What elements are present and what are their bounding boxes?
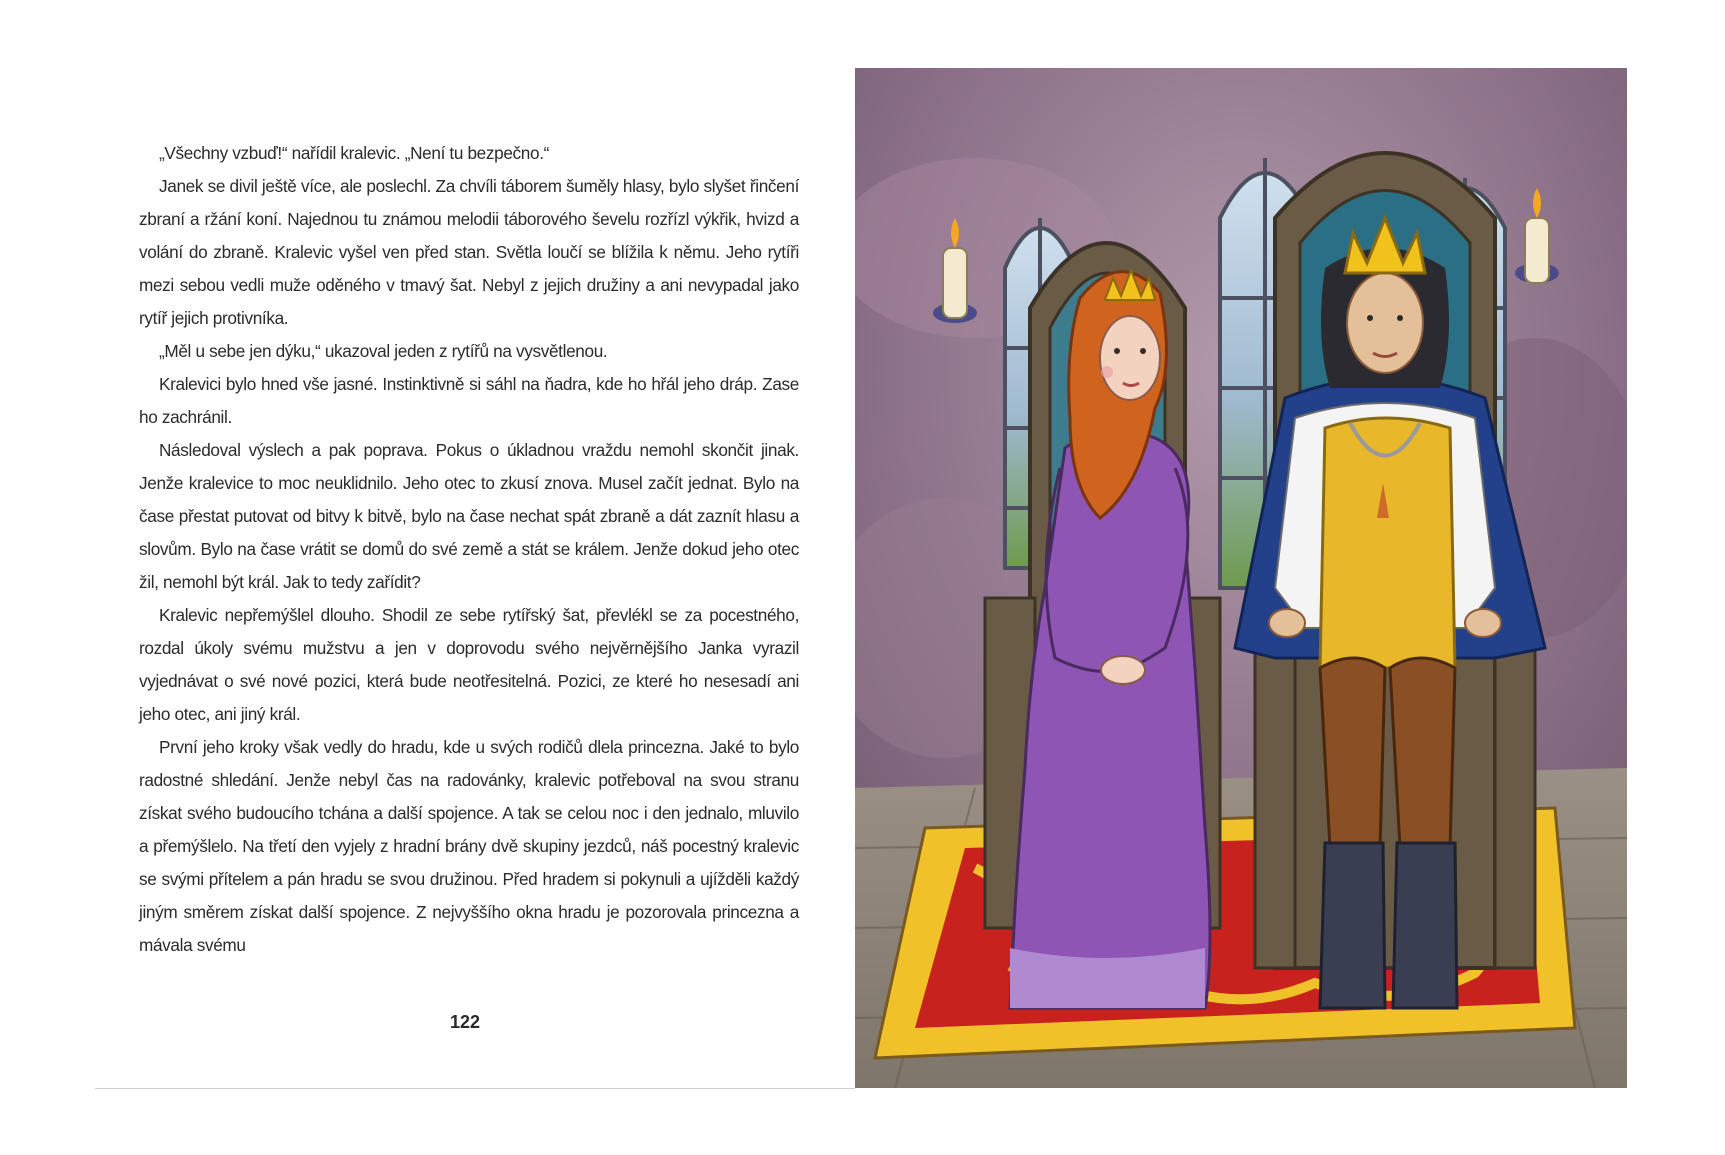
- text-page-left: [139, 137, 799, 962]
- page-number: 122: [449, 1012, 481, 1032]
- paragraph: Kralevici bylo hned vše jasné. Instinktivně si sáhl na ňadra, kde ho hřál jeho dráp. Zase ho zachránil.: [139, 374, 799, 427]
- paragraph: Janek se divil ještě více, ale poslechl. Za chvíli táborem šuměly hlasy, bylo slyšet řinčení zbraní a ržání koní. Najednou tu známou melodii táborového ševelu rozřízl výkřik, hvizd a volání do zbraně. Kralevic vyšel ven před stan. Světla loučí se blížila k němu. Jeho rytíři mezi sebou vedli muže oděného v tmavý šat. Nebyl z jejich družiny a ani nevypadal jako rytíř jejich protivníka.: [139, 176, 799, 328]
- paragraph: „Všechny vzbuď!“ nařídil kralevic. „Není tu bezpečno.“: [159, 143, 550, 163]
- illustration-king-and-queen: [855, 68, 1627, 1088]
- paragraph: Následoval výslech a pak poprava. Pokus o úkladnou vraždu nemohl skončit jinak. Jenže kralevice to moc neuklidnilo. Jeho otec to zkusí znova. Musel začít jednat. Bylo na čase přestat putovat od bitvy k bitvě, bylo na čase nechat spát zbraně a dát zaznít hlasu a slovům. Bylo na čase vrátit se domů do své země a stát se králem. Jenže dokud jeho otec žil, nemohl být král. Jak to tedy zařídit?: [139, 440, 799, 592]
- paragraph: „Měl u sebe jen dýku,“ ukazoval jeden z rytířů na vysvětlenou.: [159, 341, 608, 361]
- page-divider-line: [95, 1088, 855, 1089]
- paragraph: První jeho kroky však vedly do hradu, kde u svých rodičů dlela princezna. Jaké to bylo radostné shledání. Jenže nebyl čas na radovánky, kralevic potřeboval na svou stranu získat svého budoucího tchána a další spojence. A tak se celou noc i den jednalo, mluvilo a přemýšlelo. Na třetí den vyjely z hradní brány dvě skupiny jezdců, náš pocestný kralevic se svými přítelem a pán hradu se svou družinou. Před hradem si pokynuli a ujížděli každý jiným směrem získat další spojence. Z nejvyššího okna hradu je pozorovala princezna a mávala svému: [139, 737, 799, 955]
- paragraph: Kralevic nepřemýšlel dlouho. Shodil ze sebe rytířský šat, převlékl se za pocestného, rozdal úkoly svému mužstvu a jen v doprovodu svého nejvěrnějšího Janka vyrazil vyjednávat o své nové pozici, která bude neotřesitelná. Pozici, ze které ho nesesadí ani jeho otec, ani jiný král.: [139, 605, 799, 724]
